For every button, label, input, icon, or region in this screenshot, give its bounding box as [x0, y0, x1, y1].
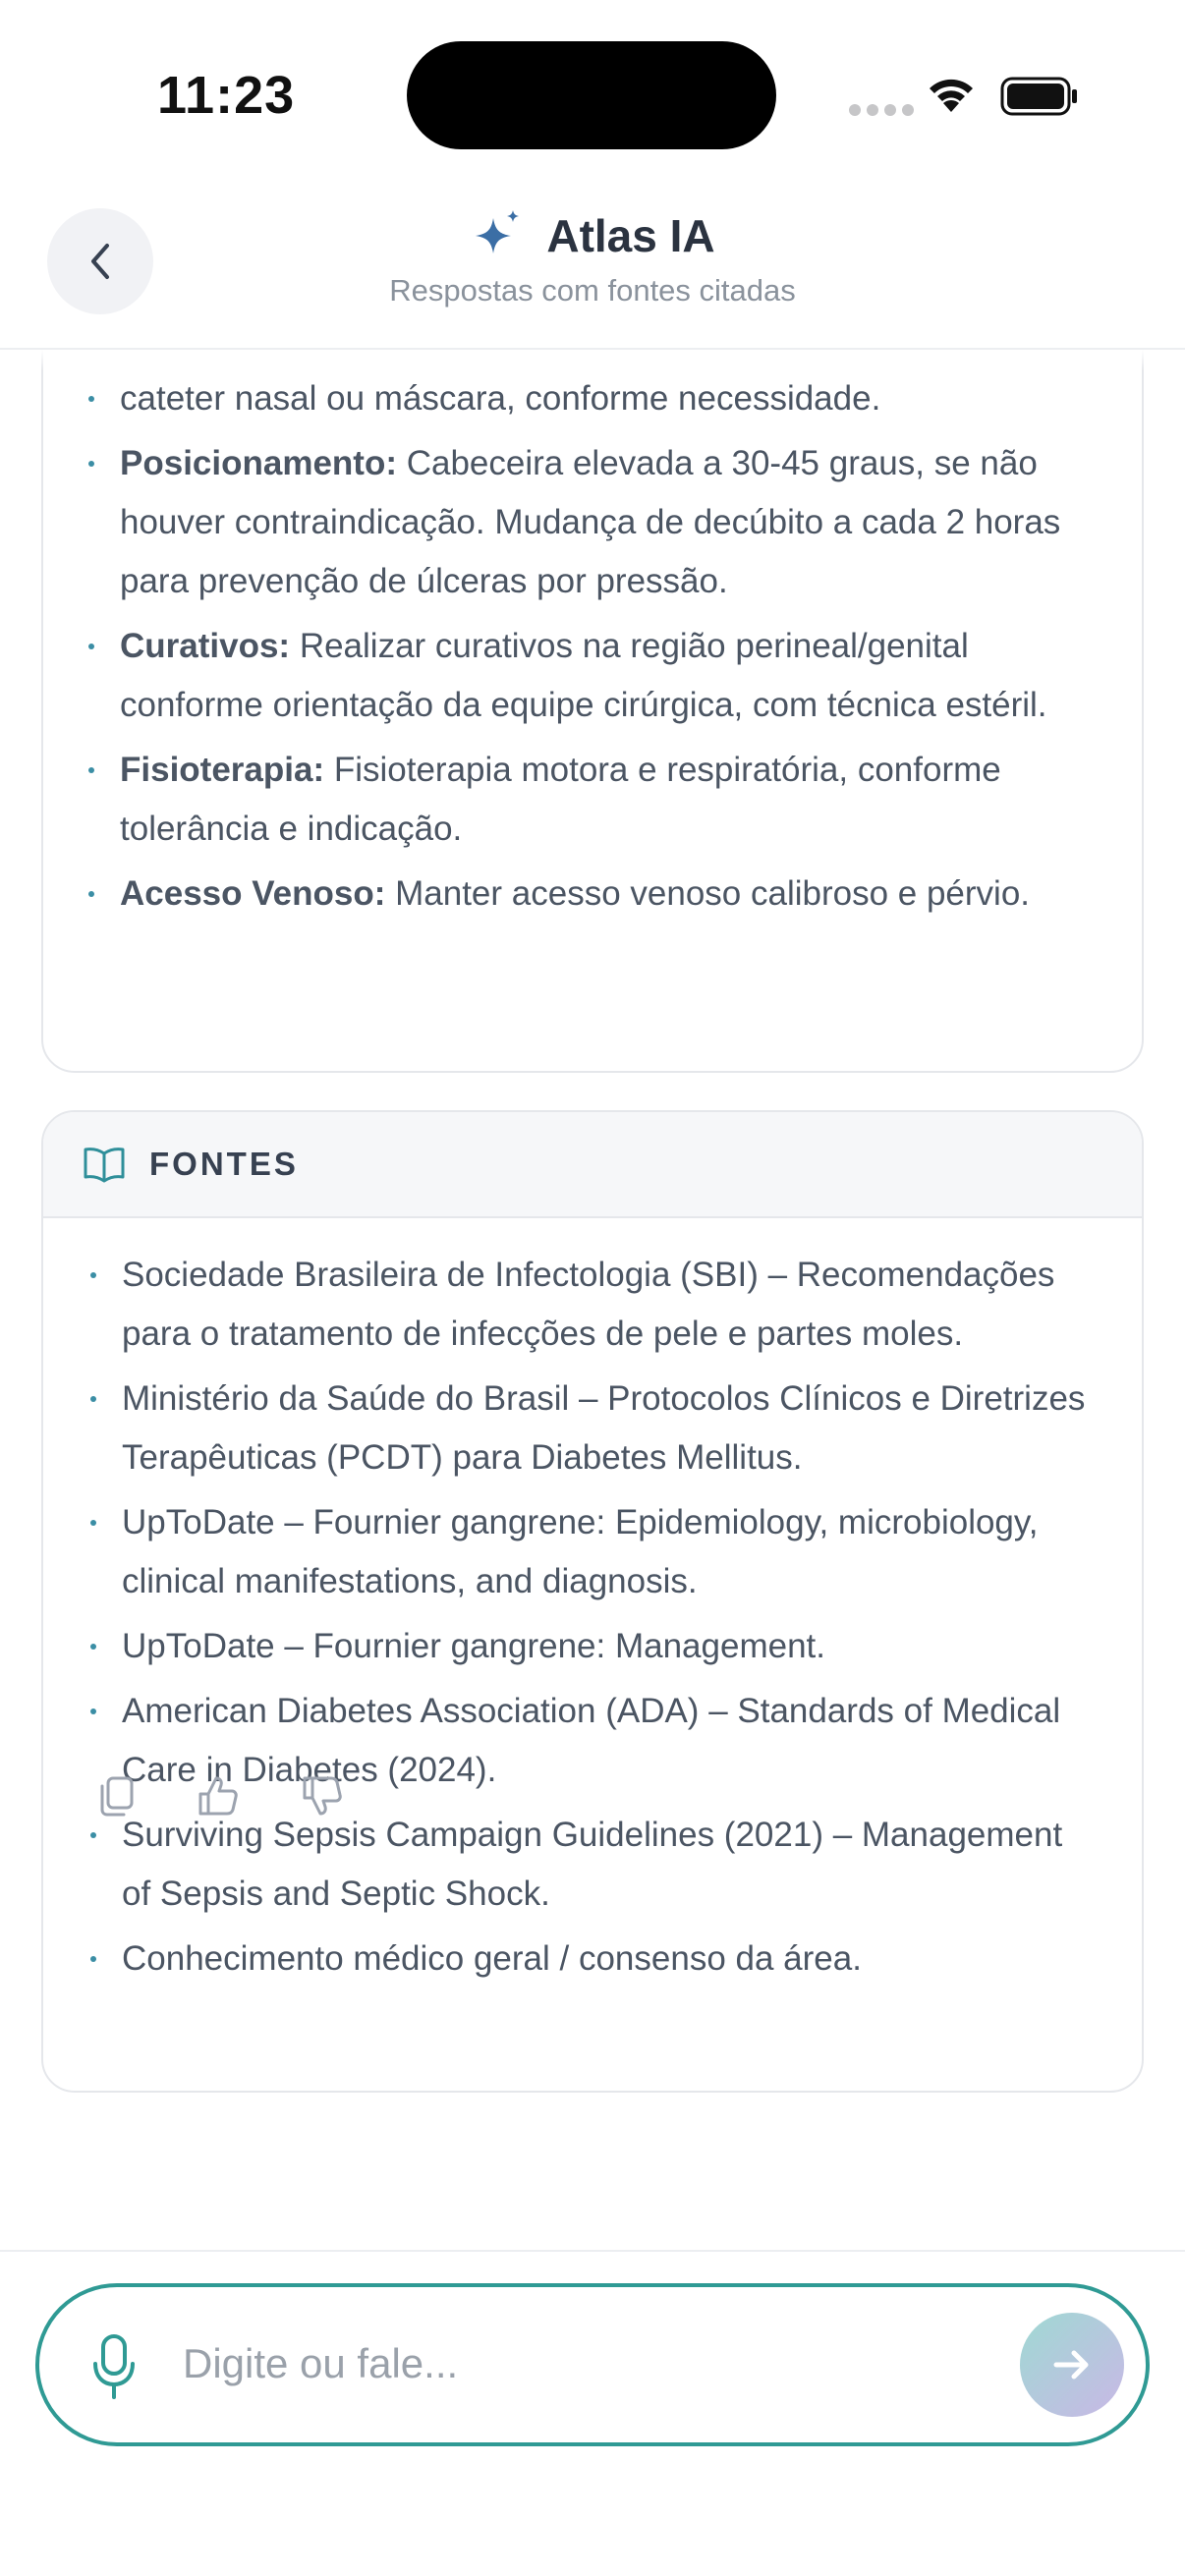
source-item: Surviving Sepsis Campaign Guidelines (2021) – Management of Sepsis and Septic Shock. — [43, 1806, 1142, 1924]
status-bar — [0, 0, 1185, 187]
source-item: Conhecimento médico geral / consenso da área. — [43, 1930, 1142, 1988]
list-item: Posicionamento: Cabeceira elevada a 30-45 graus, se não houver contraindicação. Mudança de decúbito a cada 2 horas para prevenção de úlceras por pressão. — [41, 434, 1144, 611]
header-title-row — [0, 208, 1185, 263]
source-item: Sociedade Brasileira de Infectologia (SBI) – Recomendações para o tratamento de infecções de pele e partes moles. — [43, 1246, 1142, 1364]
scroll-fade — [0, 350, 1185, 371]
source-item: UpToDate – Fournier gangrene: Epidemiology, microbiology, clinical manifestations, and diagnosis. — [43, 1493, 1142, 1611]
message-actions — [96, 1774, 344, 1818]
status-time: 11:23 — [157, 66, 296, 125]
page-title: Atlas IA — [546, 210, 715, 261]
list-item: Acesso Venoso: Manter acesso venoso calibroso e pérvio. — [41, 865, 1144, 924]
dynamic-island — [407, 41, 776, 149]
sources-card — [41, 1110, 1144, 2093]
battery-icon — [1000, 75, 1079, 118]
send-button[interactable] — [1020, 2313, 1124, 2417]
chat-header — [0, 187, 1185, 350]
divider — [0, 2250, 1185, 2252]
message-composer — [35, 2283, 1150, 2446]
book-open-icon — [83, 1146, 126, 1183]
care-list — [41, 369, 1144, 929]
sources-header — [43, 1112, 1142, 1218]
thumbs-down-icon[interactable] — [301, 1774, 344, 1818]
source-item: American Diabetes Association (ADA) – Standards of Medical Care in Diabetes (2024). — [43, 1682, 1142, 1800]
wifi-icon — [924, 73, 979, 114]
sparkle-icon — [470, 208, 525, 263]
arrow-right-icon — [1052, 2347, 1092, 2382]
sources-list — [43, 1218, 1142, 1988]
thumbs-up-icon[interactable] — [197, 1774, 240, 1818]
message-scroll-area[interactable] — [0, 350, 1185, 2250]
cellular-signal-icon — [849, 104, 914, 116]
message-input[interactable]: Digite ou fale... — [183, 2340, 459, 2386]
microphone-icon[interactable] — [90, 2332, 138, 2403]
list-item: Fisioterapia: Fisioterapia motora e respiratória, conforme tolerância e indicação. — [41, 741, 1144, 859]
source-item: Ministério da Saúde do Brasil – Protocolos Clínicos e Diretrizes Terapêuticas (PCDT) para Diabetes Mellitus. — [43, 1370, 1142, 1487]
copy-icon[interactable] — [96, 1774, 136, 1818]
page-subtitle: Respostas com fontes citadas — [389, 273, 796, 308]
sources-title: FONTES — [149, 1146, 299, 1182]
list-item: Curativos: Realizar curativos na região perineal/genital conforme orientação da equipe cirúrgica, com técnica estéril. — [41, 617, 1144, 735]
source-item: UpToDate – Fournier gangrene: Management. — [43, 1617, 1142, 1676]
list-item: cateter nasal ou máscara, conforme necessidade. — [41, 369, 1144, 428]
